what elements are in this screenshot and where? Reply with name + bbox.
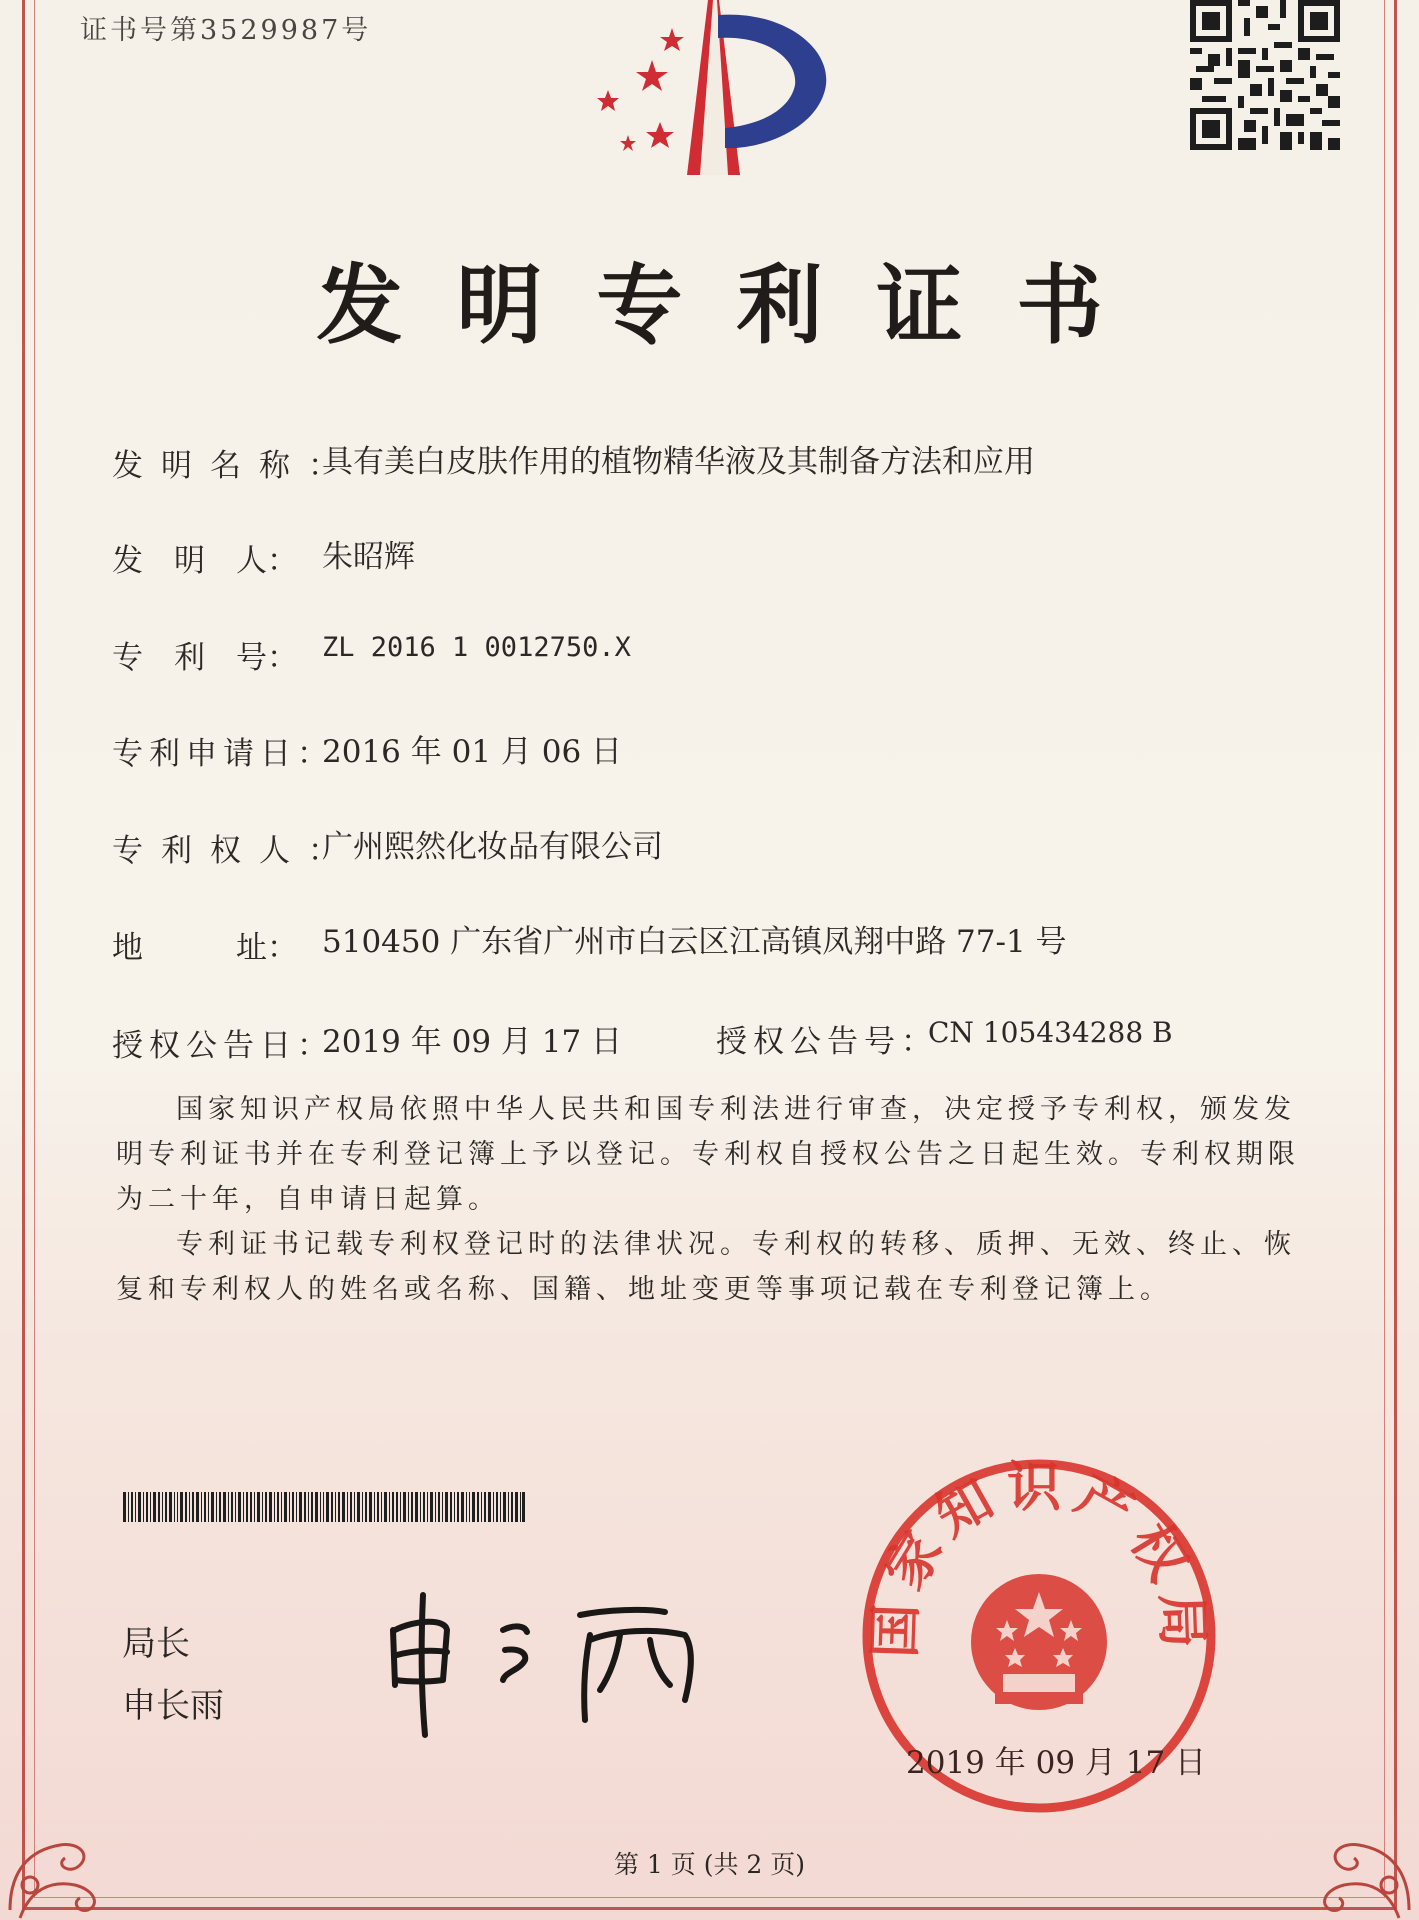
qr-code-icon [1190, 0, 1340, 150]
cnipa-logo-icon [590, 0, 840, 180]
inventor-value: 朱昭辉 [322, 539, 415, 575]
patent-number-value: ZL 2016 1 0012750.X [322, 632, 631, 663]
grant-date-label: 授权公告日： [112, 1028, 334, 1064]
address-value: 510450 广东省广州市白云区江高镇凤翔中路 77-1 号 [322, 924, 1067, 960]
director-title: 局长 [122, 1624, 190, 1664]
patentee-label: 专利权人： [112, 833, 357, 869]
grant-number-value: CN 105434288 B [928, 1016, 1173, 1049]
seal-text: 国家知识产权局 [862, 1454, 1216, 1659]
document-title: 发明专利证书 [316, 255, 1157, 356]
certificate-number: 证书号第3529987号 [80, 15, 372, 46]
page-number: 第 1 页 (共 2 页) [613, 1850, 806, 1879]
invention-name-value: 具有美白皮肤作用的植物精华液及其制备方法和应用 [322, 444, 1035, 480]
certificate-statement-paragraph: 国家知识产权局依照中华人民共和国专利法进行审查，决定授予专利权，颁发发明专利证书并在专利登记簿上予以登记。专利权自授权公告之日起生效。专利权期限为二十年，自申请日起算。 [116, 1094, 1300, 1215]
patent-number-label: 专 利 号： [112, 640, 298, 676]
patentee-value: 广州熙然化妆品有限公司 [322, 829, 663, 865]
application-date-value: 2016 年 01 月 06 日 [322, 734, 623, 770]
invention-name-label: 发明名称： [112, 448, 357, 484]
director-signature [385, 1590, 725, 1740]
grant-date-value: 2019 年 09 月 17 日 [322, 1024, 623, 1060]
seal-date: 2019 年 09 月 17 日 [906, 1745, 1207, 1781]
inventor-label: 发 明 人： [112, 543, 298, 579]
grant-number-label: 授权公告号： [716, 1024, 938, 1060]
barcode-icon [123, 1492, 525, 1522]
legal-status-paragraph: 专利证书记载专利权登记时的法律状况。专利权的转移、质押、无效、终止、恢复和专利权人的姓名或名称、国籍、地址变更等事项记载在专利登记簿上。 [116, 1229, 1296, 1305]
application-date-label: 专利申请日： [112, 736, 334, 772]
director-name: 申长雨 [122, 1686, 224, 1726]
address-label: 地 址： [112, 930, 298, 966]
